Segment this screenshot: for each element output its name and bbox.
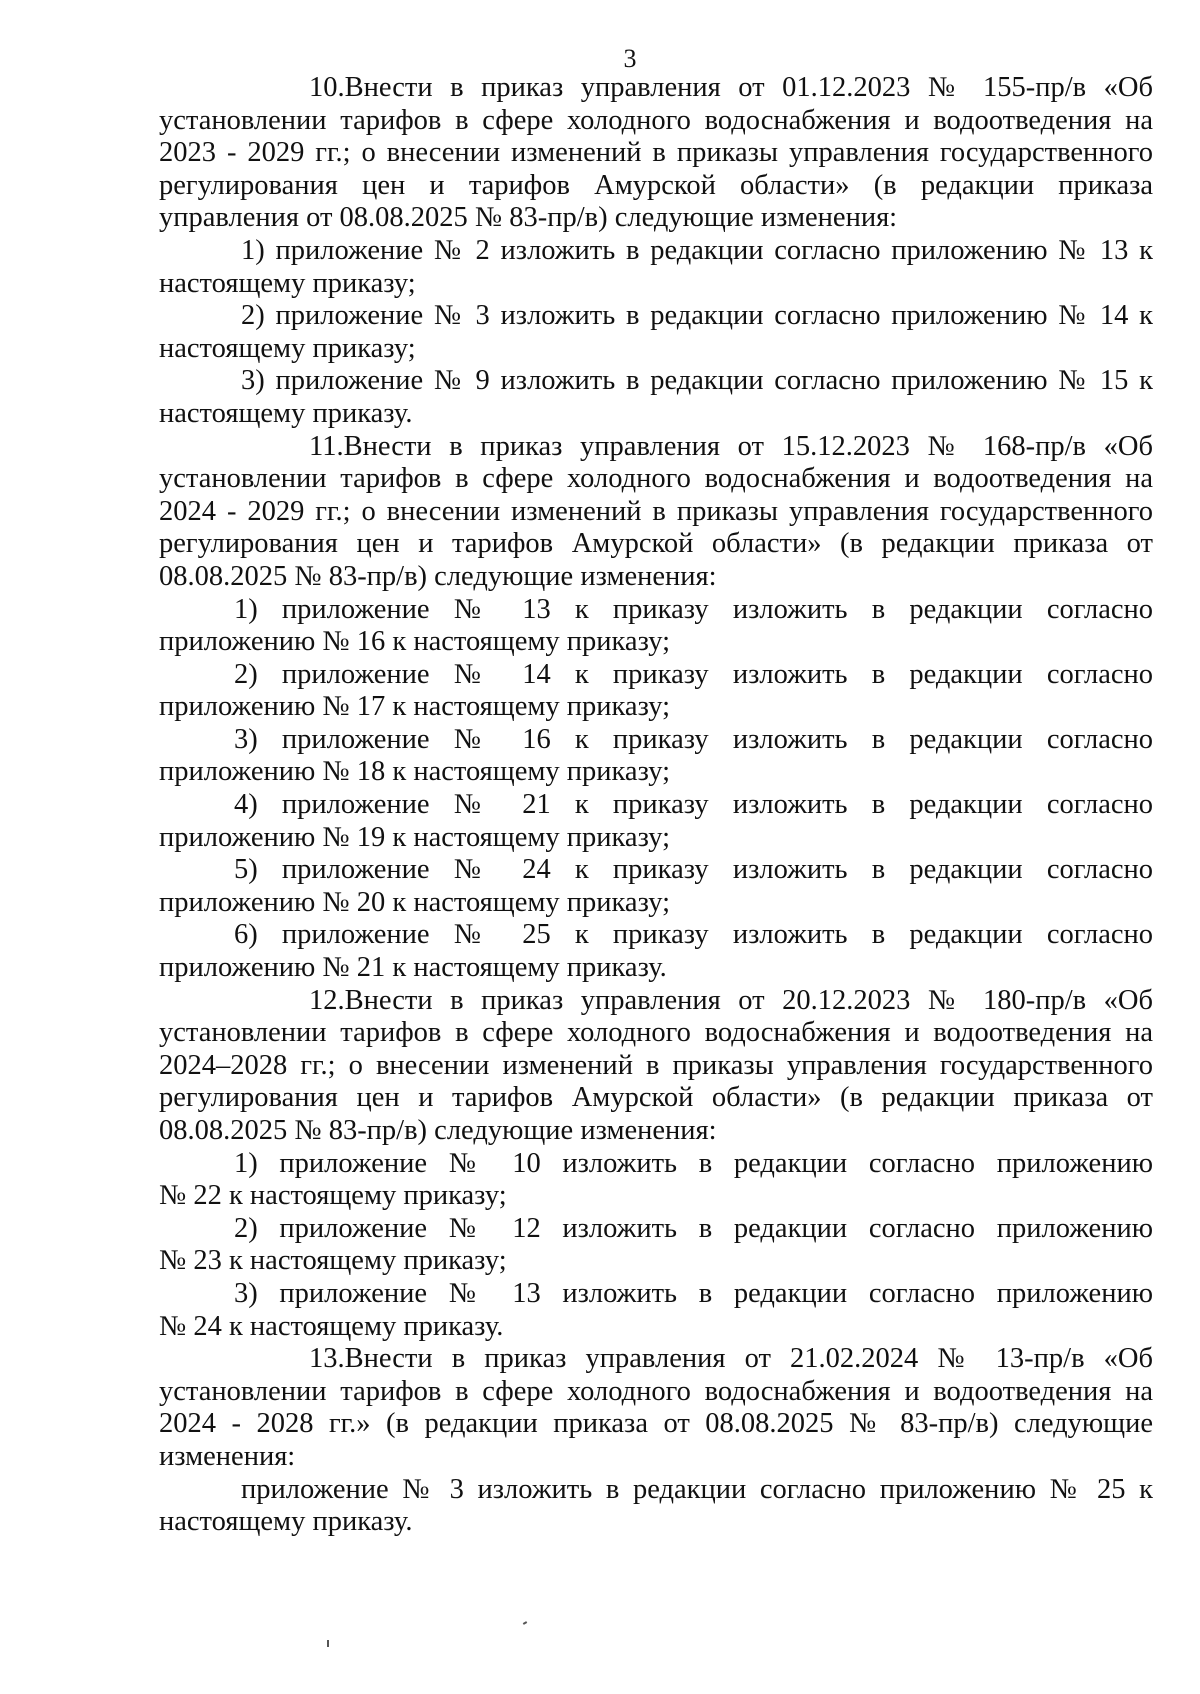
subclause-continuation: приложению № 18 к настоящему приказу;: [159, 756, 671, 788]
clause-12: [159, 985, 1153, 1148]
subclause: приложение № 3 изложить в редакции согласно приложению № 25 к настоящему приказу.: [159, 1473, 1153, 1538]
subclause-first-line: 2) приложение № 12 изложить в редакции согласно приложению: [234, 1212, 1153, 1244]
subclause-first-line: 5) приложение № 24 к приказу изложить в редакции согласно: [234, 854, 1153, 886]
clause-text: Внести в приказ управления от 21.02.2024 № 13-пр/в «Об установлении тарифов в сфере холодного водоснабжения и водоотведения на 2024 - 2028 гг.» (в редакции приказа от 08.08.2025 № 83-пр/в) следующие изменения:: [159, 1343, 1153, 1472]
clause-text: Внести в приказ управления от 15.12.2023 № 168-пр/в «Об установлении тарифов в сфере холодного водоснабжения и водоотведения на 2024 - 2029 гг.; о внесении изменений в приказы управления государственного регулирования цен и тарифов Амурской области» (в редакции приказа от 08.08.2025 № 83-пр/в) следующие изменения:: [159, 430, 1153, 592]
subclause-first-line: 3) приложение № 16 к приказу изложить в редакции согласно: [234, 723, 1153, 755]
clause-text: Внести в приказ управления от 20.12.2023 № 180-пр/в «Об установлении тарифов в сфере холодного водоснабжения и водоотведения на 2024–2028 гг.; о внесении изменений в приказы управления государственного регулирования цен и тарифов Амурской области» (в редакции приказа от 08.08.2025 № 83-пр/в) следующие изменения:: [159, 984, 1153, 1146]
page-number: 3: [623, 44, 637, 73]
subclause: [159, 659, 1153, 692]
subclause-continuation: приложению № 19 к настоящему приказу;: [159, 821, 671, 853]
subclause-continuation: № 23 к настоящему приказу;: [159, 1245, 507, 1277]
scan-speck: [327, 1640, 329, 1647]
subclause: [159, 1278, 1153, 1311]
subclause-first-line: 6) приложение № 25 к приказу изложить в редакции согласно: [234, 919, 1153, 951]
subclause-first-line: 4) приложение № 21 к приказу изложить в редакции согласно: [234, 789, 1153, 821]
clause-13: [159, 1343, 1153, 1473]
subclause: 2) приложение № 3 изложить в редакции согласно приложению № 14 к настоящему приказу;: [159, 300, 1153, 364]
clause-number: 13.: [309, 1343, 345, 1375]
clause-10: [159, 72, 1153, 235]
subclause-continuation: приложению № 16 к настоящему приказу;: [159, 626, 671, 658]
scan-speck: [523, 1621, 527, 1625]
subclause: [159, 594, 1153, 627]
subclause-continuation: № 24 к настоящему приказу.: [159, 1310, 504, 1342]
subclause: [159, 1213, 1153, 1246]
subclause: [159, 789, 1153, 822]
subclause-continuation: приложению № 17 к настоящему приказу;: [159, 691, 671, 723]
subclause: [159, 724, 1153, 757]
subclause: [159, 854, 1153, 887]
subclause-first-line: 2) приложение № 14 к приказу изложить в редакции согласно: [234, 658, 1153, 690]
document-body: [159, 72, 1153, 1539]
subclause-continuation: № 22 к настоящему приказу;: [159, 1180, 507, 1212]
clause-number: 11.: [309, 430, 344, 462]
clause-11: [159, 431, 1153, 594]
subclause-continuation: приложению № 21 к настоящему приказу.: [159, 952, 667, 984]
subclause: 3) приложение № 9 изложить в редакции согласно приложению № 15 к настоящему приказу.: [159, 365, 1153, 429]
clause-number: 10.: [309, 72, 345, 103]
subclause-first-line: 1) приложение № 13 к приказу изложить в редакции согласно: [234, 593, 1153, 625]
subclause-first-line: 3) приложение № 13 изложить в редакции согласно приложению: [234, 1277, 1153, 1309]
clause-text: Внести в приказ управления от 01.12.2023 № 155-пр/в «Об установлении тарифов в сфере холодного водоснабжения и водоотведения на 2023 - 2029 гг.; о внесении изменений в приказы управления государственного регулирования цен и тарифов Амурской области» (в редакции приказа управления от 08.08.2025 № 83-пр/в) следующие изменения:: [159, 72, 1153, 234]
subclause-continuation: приложению № 20 к настоящему приказу;: [159, 886, 671, 918]
subclause: [159, 1148, 1153, 1181]
subclause: [159, 919, 1153, 952]
clause-number: 12.: [309, 984, 345, 1016]
subclause: 1) приложение № 2 изложить в редакции согласно приложению № 13 к настоящему приказу;: [159, 234, 1153, 299]
subclause-first-line: 1) приложение № 10 изложить в редакции согласно приложению: [234, 1147, 1153, 1179]
